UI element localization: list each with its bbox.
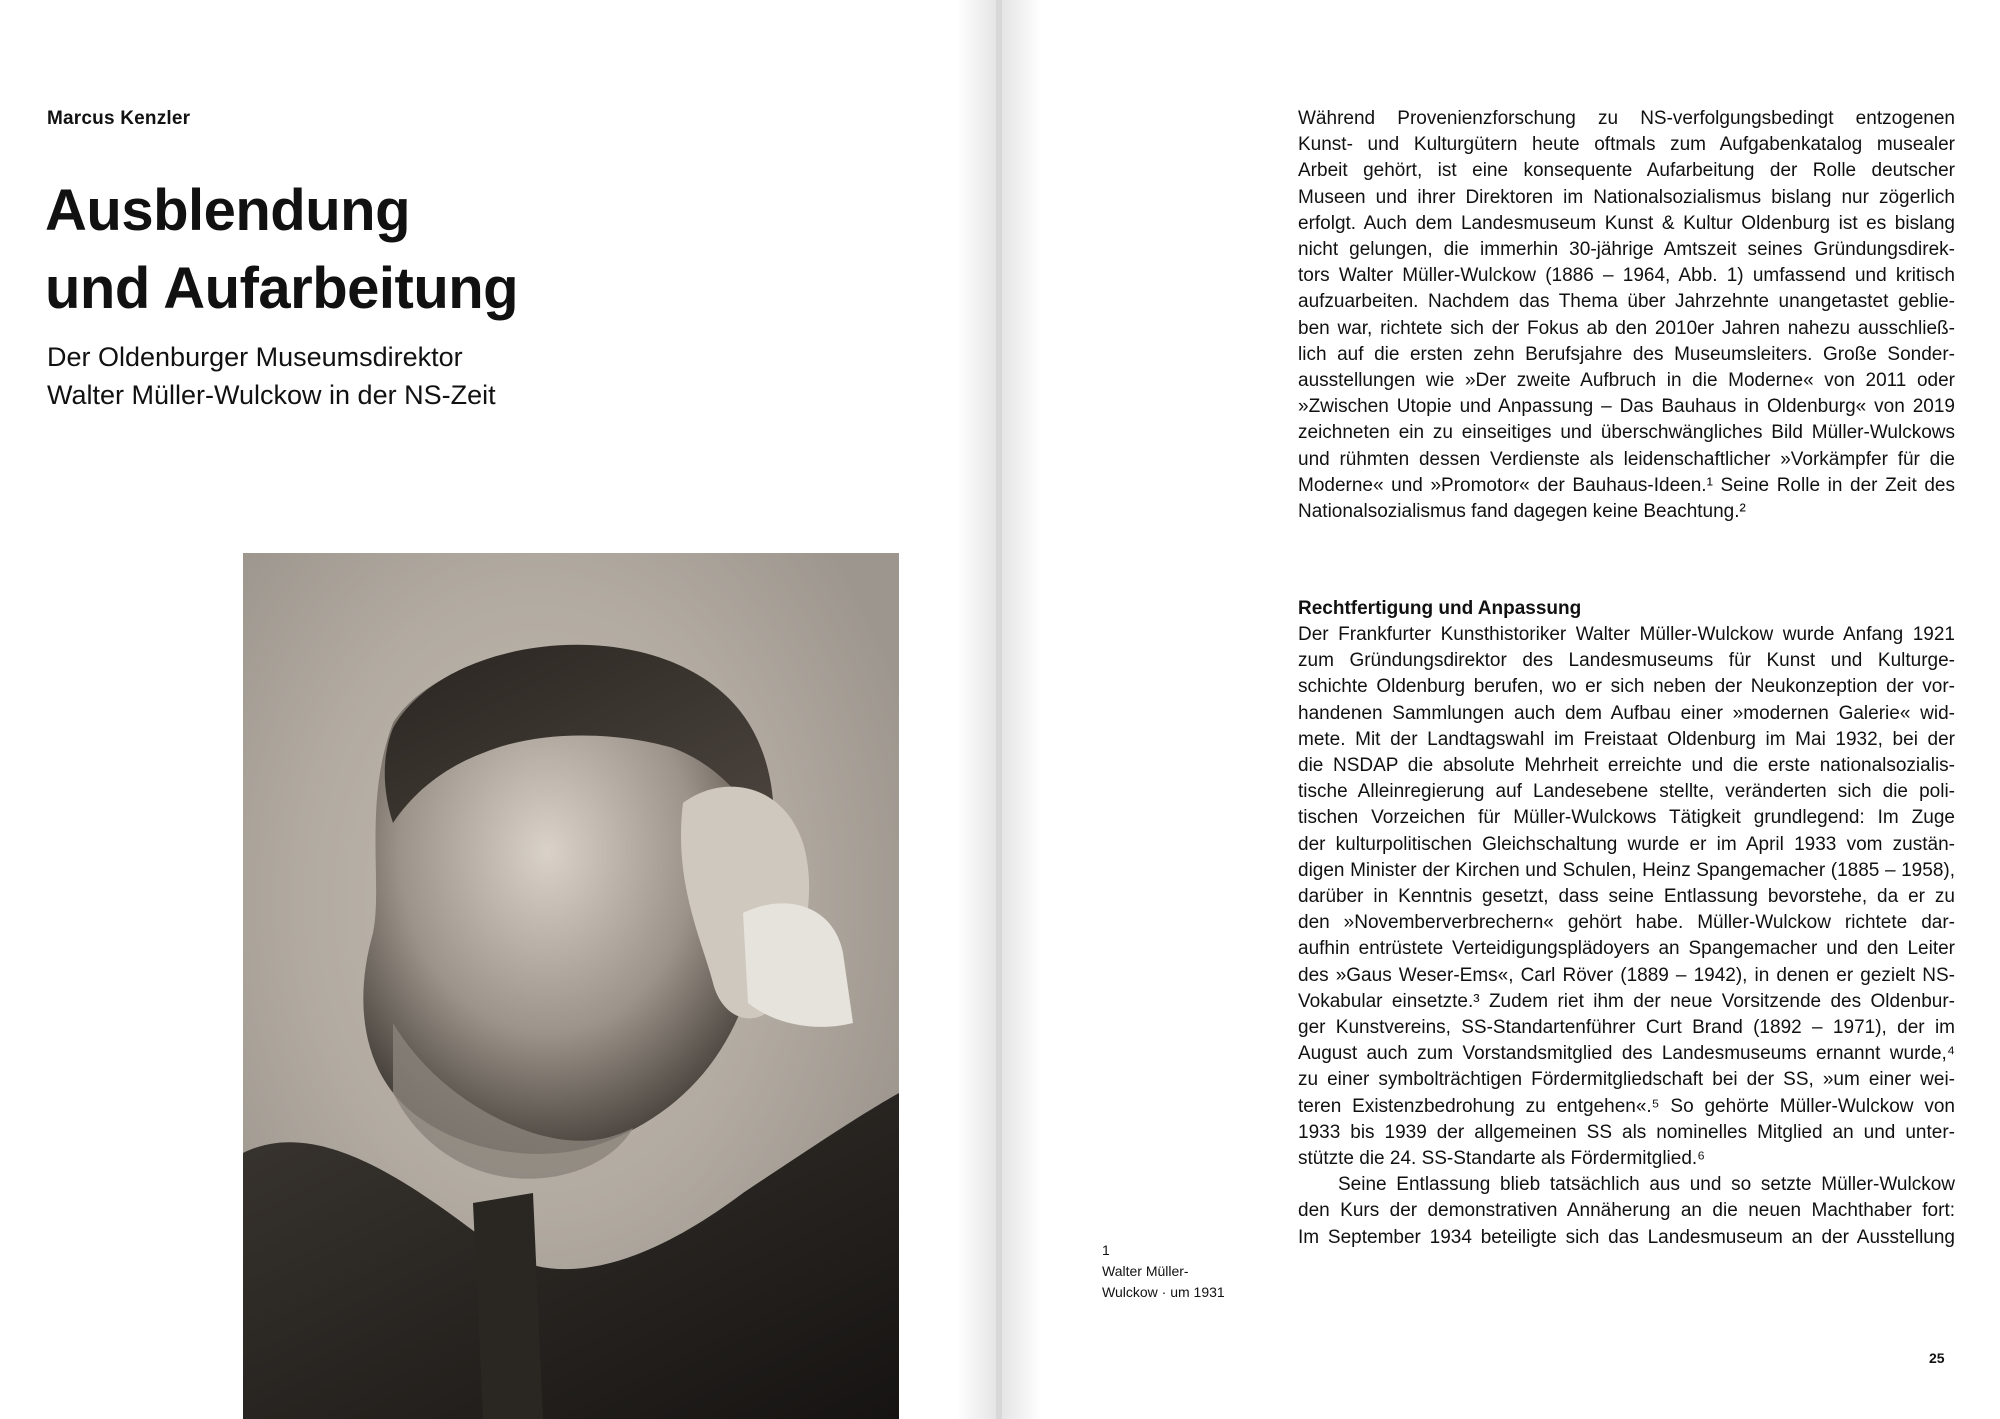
intro-paragraph: [1298, 106, 1955, 525]
body-text-line: tischen Vorzeichen für Müller-Wulckows Tätigkeit grundlegend: Im Zuge: [1298, 807, 1955, 829]
body-text-line: Arbeit gehört, ist eine konsequente Aufarbeitung der Rolle deutscher: [1298, 160, 1955, 182]
body-text-line: und rühmten dessen Verdienste als leidenschaftlicher »Vorkämpfer für die: [1298, 448, 1955, 470]
body-text-line: tors Walter Müller-Wulckow (1886 – 1964, Abb. 1) umfassend und kritisch: [1298, 265, 1955, 287]
gutter-shadow: [1002, 0, 1042, 1419]
body-text-line: Während Provenienzforschung zu NS-verfolgungsbedingt entzogenen: [1298, 108, 1955, 129]
section-heading: Rechtfertigung und Anpassung: [1298, 598, 1582, 619]
section-paragraphs: [1298, 622, 1955, 1251]
body-text-line: Vokabular einsetzte.³ Zudem riet ihm der neue Vorsitzende des Oldenbur-: [1298, 990, 1955, 1012]
body-text-line: nicht gelungen, die immerhin 30-jährige Amtszeit seines Gründungsdirek-: [1298, 239, 1955, 261]
body-text-line: digen Minister der Kirchen und Schulen, Heinz Spangemacher (1885 – 1958),: [1298, 859, 1955, 881]
author-name: Marcus Kenzler: [47, 108, 191, 129]
body-text-line: die NSDAP die absolute Mehrheit erreichte und die erste nationalsozialis-: [1298, 755, 1955, 777]
body-text-line: ausstellungen wie »Der zweite Aufbruch in die Moderne« von 2011 oder: [1298, 370, 1955, 392]
body-text-line: stützte die 24. SS-Standarte als Fördermitglied.⁶: [1298, 1148, 1706, 1170]
title-line: und Aufarbeitung: [45, 256, 519, 321]
body-text-line: des »Gaus Weser-Ems«, Carl Röver (1889 – 1942), in denen er gezielt NS-: [1298, 964, 1955, 986]
body-text-line: teren Existenzbedrohung zu entgehen«.⁵ So gehörte Müller-Wulckow von: [1298, 1095, 1955, 1117]
body-text-line: den Kurs der demonstrativen Annäherung an die neuen Machthaber fort:: [1298, 1200, 1955, 1222]
body-text-line: ger Kunstvereins, SS-Standartenführer Curt Brand (1892 – 1971), der im: [1298, 1017, 1955, 1039]
body-text-line: Im September 1934 beteiligte sich das Landesmuseum an der Ausstellung: [1298, 1226, 1955, 1248]
body-text-line: handenen Sammlungen auch dem Aufbau einer »modernen Galerie« wid-: [1298, 702, 1955, 724]
body-text-line: aufhin entrüstete Verteidigungsplädoyers an Spangemacher und den Leiter: [1298, 938, 1955, 960]
body-text-line: zeichneten ein zu einseitiges und überschwängliches Bild Müller-Wulckows: [1298, 422, 1955, 444]
body-text-line: der kulturpolitischen Gleichschaltung wurde er im April 1933 vom zustän-: [1298, 833, 1955, 855]
body-text-line: darüber in Kenntnis gesetzt, dass seine Entlassung bevorstehe, da er zu: [1298, 886, 1955, 908]
body-text-line: erfolgt. Auch dem Landesmuseum Kunst & Kultur Oldenburg ist es bislang: [1298, 212, 1955, 234]
body-text-line: »Zwischen Utopie und Anpassung – Das Bauhaus in Oldenburg« von 2019: [1298, 396, 1955, 418]
left-page: [0, 0, 996, 1419]
body-text-line: ben war, richtete sich der Fokus ab den 2010er Jahren nahezu ausschließ-: [1298, 317, 1955, 339]
body-text-line: den »Novemberverbrechern« gehört habe. Müller-Wulckow richtete dar-: [1298, 912, 1955, 934]
caption-number: 1: [1102, 1242, 1110, 1258]
gutter-shadow: [956, 0, 996, 1419]
body-text-line: August auch zum Vorstandsmitglied des Landesmuseums ernannt wurde,⁴: [1298, 1043, 1955, 1065]
body-text-line: Museen und ihrer Direktoren im Nationalsozialismus bislang nur zögerlich: [1298, 186, 1955, 208]
article-subtitle: [47, 338, 496, 414]
figure-caption: [1102, 1240, 1262, 1303]
body-text-line: Kunst- und Kulturgütern heute oftmals zum Aufgabenkatalog musealer: [1298, 134, 1955, 156]
body-text-line: lich auf die ersten zehn Berufsjahre des Museumsleiters. Große Sonder-: [1298, 343, 1955, 365]
body-text-line: zu einer symbolträchtigen Fördermitgliedschaft bei der SS, »um einer wei-: [1298, 1069, 1955, 1091]
body-text-line: 1933 bis 1939 der allgemeinen SS als nominelles Mitglied an und unter-: [1298, 1121, 1955, 1143]
title-line: Ausblendung: [45, 178, 411, 243]
body-text-line: Der Frankfurter Kunsthistoriker Walter Müller-Wulckow wurde Anfang 1921: [1298, 624, 1955, 645]
portrait-photo: [243, 553, 899, 1419]
body-text-line: Nationalsozialismus fand dagegen keine Beachtung.²: [1298, 501, 1746, 523]
portrait-illustration: [243, 553, 899, 1419]
body-text-line: aufzuarbeiten. Nachdem das Thema über Jahrzehnte unangetastet geblie-: [1298, 291, 1955, 313]
body-text-line: Seine Entlassung blieb tatsächlich aus und so setzte Müller-Wulckow: [1338, 1174, 1955, 1196]
body-text-line: tische Alleinregierung auf Landesebene stellte, veränderten sich die poli-: [1298, 781, 1955, 803]
caption-line: Wulckow · um 1931: [1102, 1284, 1225, 1300]
subtitle-line: Der Oldenburger Museumsdirektor: [47, 342, 463, 372]
caption-line: Walter Müller-: [1102, 1263, 1189, 1279]
article-title: [45, 172, 518, 328]
body-text-line: zum Gründungsdirektor des Landesmuseums für Kunst und Kulturge-: [1298, 650, 1955, 672]
subtitle-line: Walter Müller-Wulckow in der NS-Zeit: [47, 380, 496, 410]
body-text-line: mete. Mit der Landtagswahl im Freistaat Oldenburg im Mai 1932, bei der: [1298, 728, 1955, 750]
page-number: 25: [1929, 1350, 1945, 1366]
body-text-line: schichte Oldenburg berufen, wo er sich neben der Neukonzeption der vor-: [1298, 676, 1955, 698]
body-text-line: Moderne« und »Promotor« der Bauhaus-Ideen.¹ Seine Rolle in der Zeit des: [1298, 474, 1955, 496]
